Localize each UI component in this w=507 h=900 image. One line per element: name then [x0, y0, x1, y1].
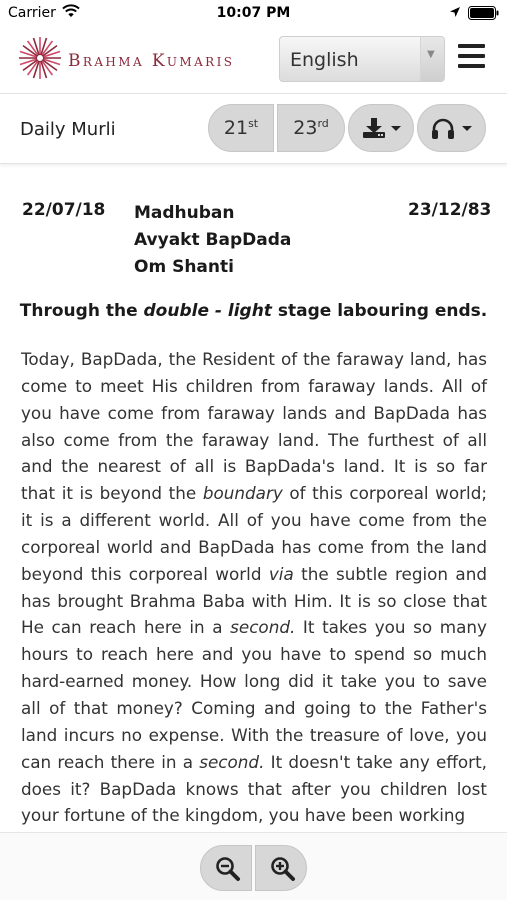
caret-down-icon: [391, 126, 401, 131]
zoom-in-icon: [270, 856, 296, 882]
body-emphasis: second.: [199, 751, 265, 772]
next-day-number: 23: [293, 117, 318, 139]
original-date: 23/12/83: [408, 200, 492, 220]
next-day-button[interactable]: [277, 104, 345, 152]
murli-date: 22/07/18: [22, 200, 106, 220]
body-text-segment: the subtle region and has brought Brahma Baba with Him. It is so close that He can reach here in a: [21, 563, 487, 638]
zoom-out-button[interactable]: [200, 845, 252, 891]
brand-name[interactable]: [68, 51, 234, 71]
download-dropdown-button[interactable]: [348, 104, 414, 152]
language-value: English: [290, 49, 359, 71]
headphones-icon: [431, 118, 455, 140]
caret-down-icon: [462, 126, 472, 131]
zoom-bar: [0, 832, 507, 900]
murli-meta: [134, 200, 291, 281]
murli-heading: [0, 301, 507, 321]
download-icon: [363, 118, 385, 138]
murli-content[interactable]: [0, 170, 507, 832]
murli-speaker: Avyakt BapDada: [134, 230, 292, 250]
page-title: Daily Murli: [20, 119, 116, 140]
body-emphasis: via: [268, 563, 294, 584]
carrier-label: Carrier: [8, 5, 56, 21]
heading-part: Through the: [19, 301, 144, 321]
murli-place: Madhuban: [134, 203, 235, 223]
body-emphasis: boundary: [202, 483, 283, 504]
heading-part: stage labouring ends.: [271, 301, 488, 321]
previous-day-button[interactable]: [208, 104, 274, 152]
heading-emphasis: double - light: [143, 301, 272, 321]
zoom-in-button[interactable]: [255, 845, 307, 891]
audio-dropdown-button[interactable]: [417, 104, 486, 152]
clock: 10:07 PM: [216, 5, 291, 21]
body-text-segment: of this corporeal world; it is a different world. All of you have come from the corporeal world and BapDada has come from the land beyond this corporeal world: [21, 483, 488, 584]
murli-body-text: [21, 346, 487, 829]
hamburger-menu-icon[interactable]: [458, 44, 488, 72]
next-day-suffix: rd: [317, 117, 329, 130]
previous-day-suffix: st: [248, 117, 259, 130]
murli-greeting: Om Shanti: [134, 257, 234, 277]
status-bar: [0, 0, 507, 28]
lotus-logo-icon[interactable]: [18, 34, 62, 82]
brand-text: Brahma Kumaris: [68, 51, 235, 71]
body-emphasis: second.: [230, 617, 296, 638]
language-select[interactable]: [279, 36, 445, 82]
app-header: [0, 28, 507, 94]
body-text-segment: It takes you so many hours to reach here and you have to spend so much hard-earned money. How long did it take you to save all of that money? Coming and going to the Father's land incurs no expense. With the treasure of love, you can reach there in a: [21, 617, 487, 772]
zoom-out-icon: [215, 856, 241, 882]
chevron-down-icon: ▼: [427, 49, 435, 60]
location-arrow-icon: [449, 6, 461, 18]
body-text-segment: Today, BapDada, the Resident of the faraway land, has come to meet His children from faraway lands. All of you have come from faraway lands and BapDada has also come from the faraway land. The furthest of all and the nearest of all is BapDada's land. It is so far that it is beyond the: [21, 349, 487, 504]
body-text-segment: It doesn't take any effort, does it? BapDada knows that after you children lost your fortune of the kingdom, you have been working: [21, 751, 487, 826]
murli-toolbar: [0, 94, 507, 164]
select-arrow: [420, 37, 444, 81]
battery-icon: [468, 6, 500, 20]
previous-day-number: 21: [223, 117, 249, 139]
